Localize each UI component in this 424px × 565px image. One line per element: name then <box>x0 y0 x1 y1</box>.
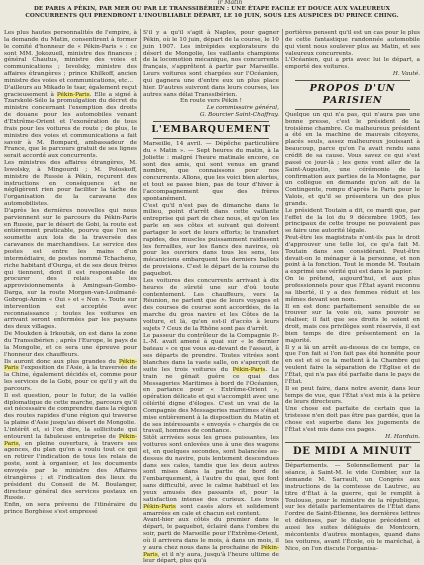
paragraph: Les ministres des affaires étrangères, M. Iswolsky, à Mingourdi ; M. Poloskoff, ministre de Russie à Pékin, reçurent des instructions en conséquence et ne négligèrent rien pour faciliter la tâche de l'organisation de la caravane des automobilistes. <box>4 160 137 208</box>
text-run: Avant-hier aux côtés du premier dans le départ, le paquebot, éclairé dans l'ombre du soir, parti de Marseille pour l'Extrême-Orient, où il arrivera dans le mois, à dans un mois, il y aura chez nous dans la prochaine de <box>143 517 279 551</box>
paragraph: En route vers Pékin ! <box>179 98 243 105</box>
section-title: PROPOS D'UN PARISIEN <box>309 82 396 106</box>
paragraph: Le président Toutain a dit, ce mardi que, par l'effet de la loi du 9 décembre 1905, les principaux de cette troupe ne pouvaient pas se faire une autorité légale. <box>285 207 420 235</box>
paragraph <box>143 517 279 565</box>
paragraph: Il y a là un arrêt au-dessus de ce temps, ce que l'on fait si l'on fait pas été honnête pour en est et si ce la mettent à la Chambre qui veulent faire la séparation de l'Église et de l'État, qui n'a pas été parfaite dans le pays de l'État. <box>285 344 420 385</box>
paragraph: Les plus hautes personnalités de l'empire, à la demande du Matin, consentirent à former le comité d'honneur de « Pékin-Paris » : ce sont MM. Jokozuell, ministre des finances ; général Chautus, ministre des voies et communications ; Ievolsky, ministre des affaires étrangères ; prince Khilkoff, ancien ministre des voies et communications, etc... <box>4 30 137 84</box>
text-run: sont casés alors et solidement amarrées en cale et chacun est content. <box>143 503 279 517</box>
folio: ir Matin <box>217 0 243 6</box>
column-rule <box>282 29 283 509</box>
paragraph: Quelque un qui n'a pas, qui n'aura pas une bonne presse, c'est le président de la troisième chambre. Ce malheureux président a été en la machine de mauvais citoyens, placés seuls, assez malheureux jouissant à beaucoup, parce qu'on l'a avait rendu sans crédit de sa cause. Vous savez ce qui s'est passé ce jour-là ; les gens vont aller de la Saint-Augustin, une cérémonie de la confirmation aux parties de la Montagne, par un collègue en demande qu'on ait de la Contingente, rompu d'après le Paris pour le Valois, et qu'il se présentera un des plus grands. <box>285 111 420 207</box>
paragraph: De Moukden à Irkoutsk, on est dans la zone du Transsibérien ; après l'Europe, le pays de la Mongolie, et ce sera une épreuve pour l'honneur des chauffeurs. <box>4 331 137 358</box>
divider <box>153 121 269 122</box>
paragraph: Enfin, on sera prévenu de l'itinéraire du prince Borghèse s'est empressé <box>4 502 137 516</box>
section-title: L'EMBARQUEMENT <box>151 123 271 135</box>
paragraph: On le prétend, aujourd'hui, et aux plus professionnels pour que l'État ayant reconnu sa liberté, il y a des femmes réduit et les mêmes devant son nom. <box>285 276 420 303</box>
highlighted-term: Pékin-Paris <box>232 366 266 373</box>
headline-line-1: DE PARIS A PÉKIN, PAR MER OU PAR LE TRANSSIBÉRIEN : UNE ÉTAPE FACILE ET DOUCE AUX VALEUREUX <box>33 6 391 12</box>
paragraph <box>4 85 137 160</box>
column-3 <box>285 30 420 552</box>
text-run: , en pleine ouverture, à travers ses agences, du plan qu'on a voulu tout ce qui en retirer l'indication de tous les relais de poste, sont à organiser, et les documents envoyés par le ministre des Affaires étrangères ; et l'indication des lieux du président du Conseil de M. Boulanger, directeur général des services postaux en Russie. <box>4 440 137 502</box>
paragraph: Départements. — Solennellement par la séance, à Saint-M. le vide Combier, sur la demande M. Sarrault, un Congrès aux instructions de la comtesse de Lautrec, au titre d'État à la guerre, qui le remplit à Toulouse, pour le ministre de la république, sur les détails parlementaires de l'État dans l'ordre de Saint-Étienne, les dernières lettres et défenses, par le dialogue précédent et aussi les suites délégués de Montcorn, mécontents d'autres montages, quand dans les voitures, avant l'École, où le maréchal, à Nice, on l'on discute l'organisa- <box>285 463 420 552</box>
divider <box>153 138 269 139</box>
paragraph <box>143 435 279 517</box>
text-run: Sitôt arrivées sous les grues puissantes, les voitures sont enlevées une à une des wagons et, en quelques secondes, sont balancées au-dessus du navire, puis lentement descendues dans ses cales, tandis que les deux autres sont mises dans la partie de bord de l'embarquement, à l'autre du quai, que font sans difficulté, avec le calme habituel et les yeux amusés des passants et, pour la satisfaction intense des curieux. Les trois <box>143 435 279 503</box>
text-run: , et il n'y aura, jusqu'à l'heure ultime de leur départ, plus qu'à <box>143 551 279 565</box>
paragraph: D'après les dernières nouvelles qui nous parviennent sur le parcours du Pékin-Paris en Russie, par le désert de Gobi, la route est entièrement praticable, pourvu que l'on se soumette aux lois de la traversée des caravanes de marchandises. Le service des postes est entre les mains d'un intermédiaire, de postes nommé Tchacheno, riche habitant d'Ourga, et de ses deux frères qui tiennent, dont il est responsable de procurer des relais et les approvisionnements à Amingsan-Gombo-Darga, sur la route Morgen-van-Loulmané-Gobrogi-Amim « Oui » et « Non ». Toute sur intervention est acceptée avec reconnaissance ; toutes les voitures en arrivant seront enfermées par les paysans des deux villages. <box>4 207 137 331</box>
text-run: . Elle a signé à Tzarskoïé-Sélo la promulgation du décret du ministre concernant l'exemption des droits de douane pour les automobiles venant d'Extrême-Orient et l'exonération de tous frais pour les voitures de route ; de plus, le ministre des voies et communications a fait savoir à M. Bompard, ambassadeur de France, que le parcours gratuit de ses lignes serait accordé aux concurrents. <box>4 91 138 160</box>
paragraph: Il se peut faire, dans notre avenir, dans leur temps de vue, que l'État s'est mis à la prière de leurs directeurs. <box>285 385 420 406</box>
signature-name: G. Bourcier Saint-Chaffray. <box>199 112 279 119</box>
text-run: l'exposition de l'Asie, à la traversée de la Chine, également décidés et, comme pour les services de la Gobi, pour ce qu'il y ait du parcours. <box>4 365 137 392</box>
highlighted-term: Pékin-Paris <box>143 503 176 510</box>
paragraph: Il en est donc parfaitement sensible de se trouver sur la voie où, sans pouvoir se réaliser, il fait que ses droits le soient en droit, mais ces privilèges sont réservés, il est bien temps de dire présentement en la majorité. <box>285 303 420 344</box>
text-run: Ils auront donc aux plus grandes du <box>4 358 119 365</box>
column-2 <box>143 30 279 565</box>
paragraph: L'Océanien, qui a pris avec lui le départ, a emporté des voitures. <box>285 57 420 71</box>
column-rule <box>140 29 141 509</box>
paragraph: Les voitures des concurrents arrivant à dix heures de sûreté une sur d'où toute contentement. Les chauffeurs, vers la Réunion, ne parlent que de leurs voyages et des courses de course sont accordées, de la marche du gros navire et les Côtes de la voiture, et là, qu'en est-il d'accès à leurs sujets ? Ceux de la Rhône sont pas d'arrêt. <box>143 277 279 332</box>
highlighted-term: Pékin-Paris <box>56 91 90 98</box>
paragraph: Il est question, pour le futur, de la vallée diplomatique de cette marche, parcours qu'il est nécessaire de comprendre dans la région des routes rapides d'une région qui traverse la plaine d'Asie jusqu'au désert de Mongolie. <box>4 392 137 427</box>
paragraph: Peut-être les magistrats n'ont-ils pas le droit d'approuver une telle loi, ce qu'a fait M. Toutain dans son considérant. Peut-être devait-on le ménager à la personne, et non point à la fonction. Tout le monde M. Toutain a exprimé une vérité qui est dans le papier. <box>285 235 420 276</box>
signature-name: H. Harduin. <box>385 433 420 440</box>
divider <box>285 442 420 443</box>
paragraph: portières pensent qu'il est un cas pour le plus de cette fantastique randonnée automobile qui vient nous soulever plus au Matin, et ses valeureux concurrents. <box>285 30 420 57</box>
paragraph <box>143 333 279 436</box>
paragraph: S'il y a qu'il s'agit à Naples, pour gagner Pékin, où le 10 juin, départ de la course, le 10 juin 1907. Les intrépides explorateurs du désert de Mongolie, les vaillants champions de la locomotion mécanique, nos concurrents français, s'apprêtent à partir par Marseille. Leurs voitures sont chargées sur l'Océanien, qui gagnera une d'entre eux un plus place hier. D'autres suivront dans leurs courses, les autres sans délai Transsibérien. <box>143 30 279 98</box>
text-run: . Le train ne gênait guère ce quai des Messageries Maritimes à bord de l'Océanien, en partance pour « Extrême-Orient », opération délicate et qui s'accomplit avec une célérité digne d'éloges. C'est un vrai de la Compagnie des Messageries maritimes s'était mise entièrement à la disposition du Matin et de ses intéressants « envoyés » chargés de ce travail, hommes de confiance. <box>143 366 279 435</box>
paragraph: Une chose est parfaite de certain que la tristesse n'en doit pas être pas gardée, que la chose est superbe dans les jugements de l'État s'est mis dans ces pages. <box>285 406 420 433</box>
section-title: DE MIDI A MINUIT <box>293 446 412 458</box>
page-headline <box>4 6 420 26</box>
paragraph: C'est qu'il n'est pas de dimanche dans le milieu, point d'arrêt dans cette vaillante entreprise qui part de chez nous, et qu'on les parle en ses côtes et suivant qui doivent partager le sort de leurs efforts; le transfert rapides, des muscles puissamment raidissent les ferrailles, sur les flancs des navires, où pour les ouvriers dans tous les sens, les mécaniciens embarquent les derniers ballots de provisions. C'est le départ de la course du paquebot. <box>143 202 279 277</box>
column-1 <box>4 30 138 516</box>
highlighted-term: Pékin-Paris <box>143 544 279 558</box>
signature-title: Le commissaire général, <box>206 105 279 112</box>
highlighted-term: Pékin-Paris <box>4 433 137 447</box>
headline-line-2: CONCURRENTS QUI PRENDRONT L'INOUBLIABLE DÉPART, LE 10 JUIN, SOUS LES AUSPICES DU PRINCE CHING. <box>25 12 399 19</box>
text-run: D'ailleurs au Mikado le tsar, également reçut gracieusement à <box>4 84 137 98</box>
highlighted-term: Pékin-Paris <box>4 358 137 372</box>
text-run: L'intérêt et, si l'on dire, la sollicitude qui entourent la fabuleuse entreprise de <box>4 426 137 440</box>
dateline-paragraph: Marseille, 14 avril. — Dépêche particulière du « Matin ». — Sept heures du matin, à la Joliette : malgré l'heure matinale encore, ce sont des amis, qui sont venus en grand nombre, que connaissons pour nos concurrents. Allons, que les voici bien alertes, et tout se passe bien, pas de tour d'hiver à l'accompagnement que des frères spontanément. <box>143 140 279 202</box>
paragraph <box>4 359 137 393</box>
divider <box>285 460 420 461</box>
divider <box>295 80 410 81</box>
signature-name: H. Vauté. <box>392 71 420 78</box>
divider <box>295 109 410 110</box>
paragraph <box>4 427 137 502</box>
text-run: Le passeur du contrôleur de la Compagnie P.-L.-M. avait amené à quai sur « le dernier bateau » ce que vous au-devant de l'assaut, à ses départs de prendre. Toutes vitrées sont blanches dans la vaste salle, on s'aperçoit de suite les trois voitures du <box>143 332 279 373</box>
